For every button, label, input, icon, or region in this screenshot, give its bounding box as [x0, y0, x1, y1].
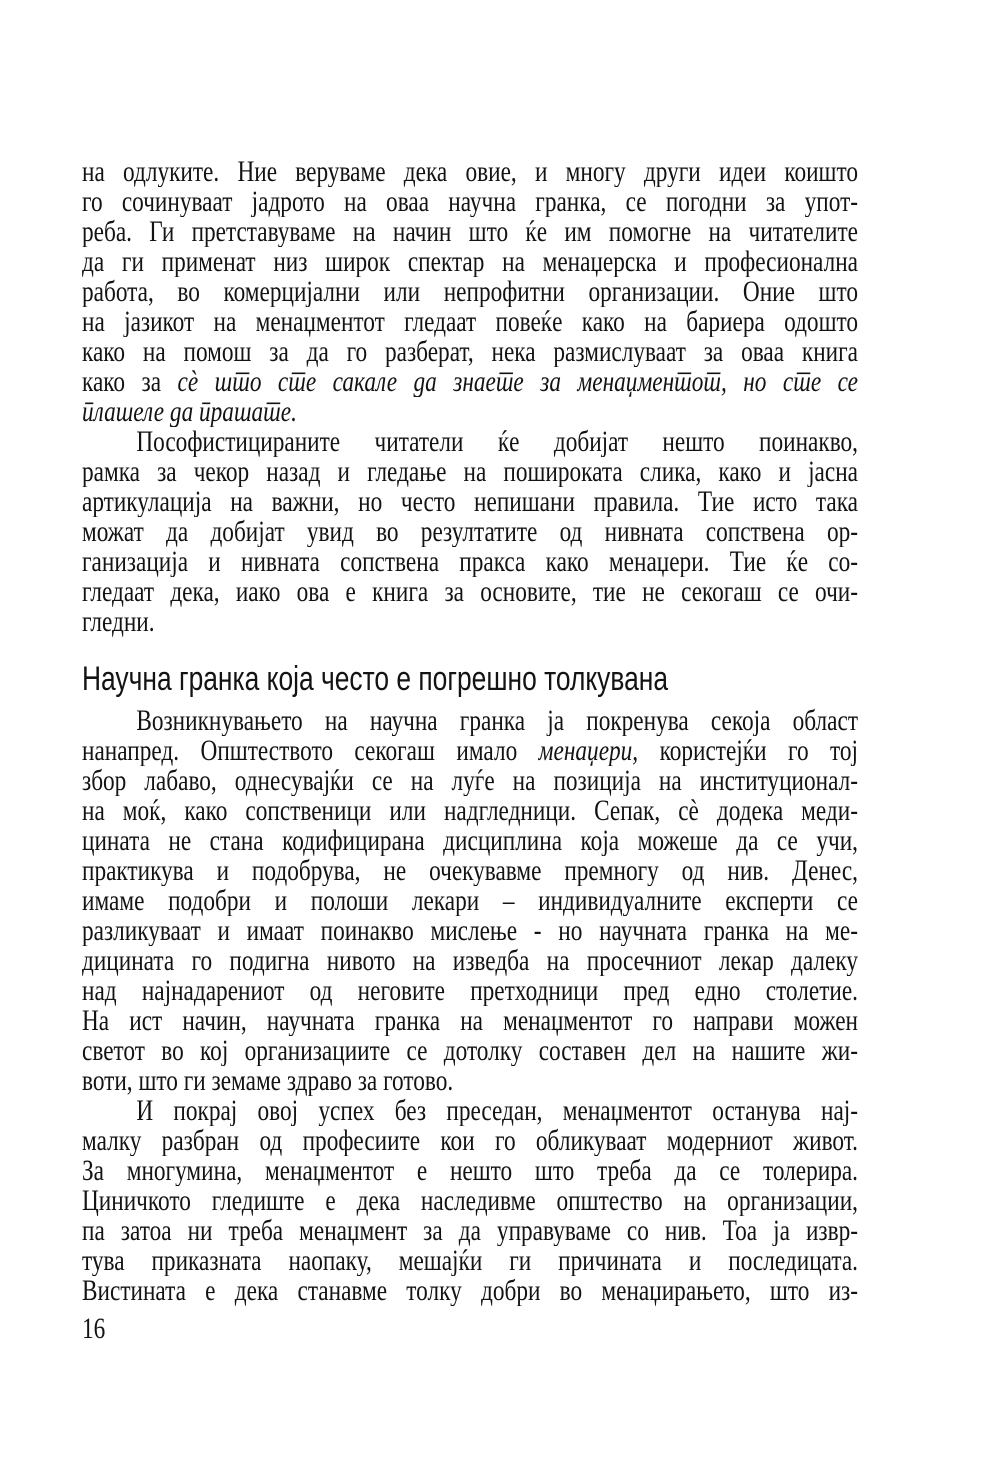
text-segment: па затоа ни треба менаџмент за да управуваме со нив. Тоа ја извр- — [82, 1216, 858, 1246]
text-line — [82, 427, 858, 457]
text-line — [82, 796, 858, 826]
paragraph — [82, 1096, 858, 1306]
italic-text-segment: менаџери, — [538, 736, 639, 766]
text-segment: можат да добијат увид во резултатите од нивната сопствена ор- — [82, 517, 858, 547]
text-segment: практикува и подобрува, не очекувавме премногу од нив. Денес, — [82, 856, 858, 886]
text-line — [82, 826, 858, 856]
text-segment: на одлуките. Ние веруваме дека овие, и многу други идеи коишто — [82, 157, 858, 187]
page-number: 16 — [82, 1312, 106, 1345]
text-line — [82, 517, 858, 547]
text-segment: малку разбран од професиите кои го обликуваат модерниот живот. — [82, 1126, 858, 1156]
text-segment: разликуваат и имаат поинакво мислење - но научната гранка на ме- — [82, 916, 858, 946]
text-line — [82, 217, 858, 247]
text-segment: дицината го подигна нивото на изведба на просечниот лекар далеку — [82, 946, 858, 976]
paragraph — [82, 706, 858, 1096]
text-line — [82, 766, 858, 796]
text-segment: воти, што ги земаме здраво за готово. — [82, 1066, 454, 1096]
text-segment: да ги применат низ широк спектар на менаџерска и професионална — [82, 247, 858, 277]
text-line — [82, 916, 858, 946]
text-line — [82, 397, 858, 427]
text-line — [82, 187, 858, 217]
text-line — [82, 457, 858, 487]
text-segment: имаме подобри и полоши лекари – индивидуалните експерти се — [82, 886, 858, 916]
italic-text-segment: плашеле да прашате. — [82, 397, 297, 427]
text-segment: нанапред. Општеството секогаш имало — [82, 736, 539, 766]
text-segment: гледни. — [82, 607, 155, 637]
text-segment: И покрај овој успех без преседан, менаџментот останува нај- — [136, 1096, 858, 1126]
text-line — [82, 607, 858, 637]
text-line — [82, 547, 858, 577]
text-line — [82, 487, 858, 517]
text-segment: артикулација на важни, но често непишани правила. Тие исто така — [82, 487, 858, 517]
text-segment: тува приказната наопаку, мешајќи ги причината и последицата. — [82, 1246, 858, 1276]
text-segment: го сочинуваат јадрото на оваа научна гранка, се погодни за упот- — [82, 187, 858, 217]
paragraph — [82, 427, 858, 637]
text-segment: над најнадарениот од неговите претходници пред едно столетие. — [82, 976, 858, 1006]
text-segment: ганизација и нивната сопствена пракса како менаџери. Тие ќе со- — [82, 547, 858, 577]
text-line — [82, 1216, 858, 1246]
text-line — [82, 1126, 858, 1156]
text-line — [82, 307, 858, 337]
text-line — [82, 1186, 858, 1216]
text-line — [82, 706, 858, 736]
text-line — [82, 1066, 858, 1096]
text-line — [82, 736, 858, 766]
text-line — [82, 856, 858, 886]
text-segment: реба. Ги претставуваме на начин што ќе им помогне на читателите — [82, 217, 858, 247]
text-line — [82, 367, 858, 397]
text-line — [82, 1006, 858, 1036]
text-line — [82, 1246, 858, 1276]
text-line — [82, 946, 858, 976]
text-segment: светот во кој организациите се дотолку составен дел на нашите жи- — [82, 1036, 858, 1066]
text-line — [82, 1156, 858, 1186]
text-line — [82, 577, 858, 607]
italic-text-segment: сѐ што сте сакале да знаете за менаџментот, но сте се — [177, 367, 858, 397]
text-segment: работа, во комерцијални или непрофитни организации. Оние што — [82, 277, 858, 307]
text-line — [82, 886, 858, 916]
paragraph — [82, 157, 858, 427]
text-segment: збор лабаво, однесувајќи се на луѓе на позиција на институционал- — [82, 766, 858, 796]
text-segment: како за — [82, 367, 178, 397]
text-segment: Вистината е дека станавме толку добри во менаџирањето, што из- — [82, 1276, 858, 1306]
text-segment: користејќи го тој — [638, 736, 858, 766]
text-line — [82, 976, 858, 1006]
text-segment: рамка за чекор назад и гледање на пошироката слика, како и јасна — [82, 457, 858, 487]
text-line — [82, 157, 858, 187]
text-line — [82, 277, 858, 307]
text-segment: За многумина, менаџментот е нешто што треба да се толерира. — [82, 1156, 858, 1186]
text-line — [82, 1276, 858, 1306]
text-segment: на јазикот на менаџментот гледаат повеќе како на бариера одошто — [82, 307, 858, 337]
text-column — [82, 157, 858, 1344]
text-segment: На ист начин, научната гранка на менаџментот го направи можен — [82, 1006, 858, 1036]
text-line — [82, 337, 858, 367]
text-segment: на моќ, како сопственици или надгледници. Сепак, сѐ додека меди- — [82, 796, 858, 826]
text-line — [82, 1036, 858, 1066]
text-segment: цината не стана кодифицирана дисциплина која можеше да се учи, — [82, 826, 858, 856]
section-heading: Научна гранка која често е погрешно толкувана — [82, 660, 669, 698]
text-segment: Циничкото гледиште е дека наследивме општество на организации, — [82, 1186, 858, 1216]
body-text — [82, 157, 858, 1306]
text-line — [82, 1096, 858, 1126]
text-line — [82, 247, 858, 277]
text-segment: како на помош за да го разберат, нека размислуваат за оваа книга — [82, 337, 858, 367]
text-segment: гледаат дека, иако ова е книга за основите, тие не секогаш се очи- — [82, 577, 858, 607]
text-segment: Возникнувањето на научна гранка ја покренува секоја област — [136, 706, 858, 736]
text-segment: Пософистицираните читатели ќе добијат нешто поинакво, — [136, 427, 858, 457]
